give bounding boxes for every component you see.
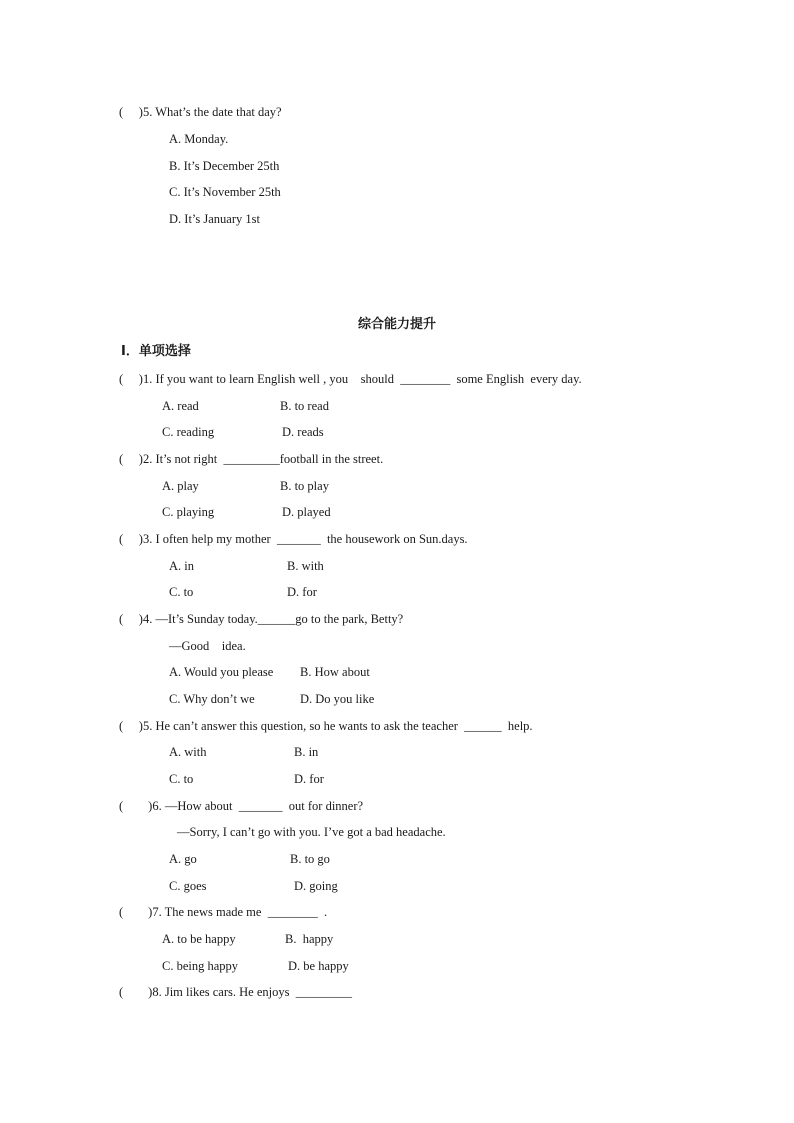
question-5-option-b[interactable]: B. It’s December 25th (169, 159, 280, 173)
mc-question-5-option-c[interactable]: C. to (169, 772, 194, 786)
mc-question-2-option-c[interactable]: C. playing (162, 505, 215, 519)
mc-question-1-option-c[interactable]: C. reading (162, 425, 215, 439)
question-5-stem: ( )5. What’s the date that day? (119, 105, 282, 119)
mc-question-7-stem: ( )7. The news made me ________ . (119, 905, 328, 919)
section-title: 综合能力提升 (357, 317, 436, 332)
mc-question-8-stem: ( )8. Jim likes cars. He enjoys _________ (119, 985, 352, 999)
mc-question-5-option-d[interactable]: D. for (294, 772, 324, 786)
mc-question-3-stem: ( )3. I often help my mother _______ the housework on Sun.days. (119, 532, 468, 546)
mc-question-6-stem: ( )6. —How about _______ out for dinner? (119, 799, 364, 813)
section-heading: I．单项选择 (121, 344, 191, 359)
mc-question-3-option-c[interactable]: C. to (169, 585, 194, 599)
mc-question-2-option-a[interactable]: A. play (162, 479, 199, 493)
mc-question-6-option-a[interactable]: A. go (169, 852, 197, 866)
mc-question-1-option-b[interactable]: B. to read (280, 399, 329, 413)
mc-question-3-option-a[interactable]: A. in (169, 559, 194, 573)
question-5-option-c[interactable]: C. It’s November 25th (169, 185, 281, 199)
mc-question-6-reply: —Sorry, I can’t go with you. I’ve got a bad headache. (177, 825, 446, 839)
mc-question-6-option-b[interactable]: B. to go (290, 852, 330, 866)
mc-question-3-option-b[interactable]: B. with (287, 559, 324, 573)
mc-question-5-option-a[interactable]: A. with (169, 745, 207, 759)
mc-question-4-option-b[interactable]: B. How about (300, 665, 370, 679)
mc-question-7-option-d[interactable]: D. be happy (288, 959, 349, 973)
mc-question-5-option-b[interactable]: B. in (294, 745, 319, 759)
mc-question-1-option-a[interactable]: A. read (162, 399, 199, 413)
mc-question-4-stem: ( )4. —It’s Sunday today.______go to the park, Betty? (119, 612, 404, 626)
mc-question-2-stem: ( )2. It’s not right _________football in the street. (119, 452, 384, 466)
mc-question-7-option-c[interactable]: C. being happy (162, 959, 239, 973)
mc-question-2-option-b[interactable]: B. to play (280, 479, 329, 493)
question-5-option-a[interactable]: A. Monday. (169, 132, 229, 146)
mc-question-6-option-c[interactable]: C. goes (169, 879, 207, 893)
mc-question-3-option-d[interactable]: D. for (287, 585, 317, 599)
mc-question-6-option-d[interactable]: D. going (294, 879, 338, 893)
mc-question-1-option-d[interactable]: D. reads (282, 425, 324, 439)
question-5-option-d[interactable]: D. It’s January 1st (169, 212, 260, 226)
mc-question-1-stem: ( )1. If you want to learn English well , you should ________ some English every day. (119, 372, 582, 386)
mc-question-4-option-c[interactable]: C. Why don’t we (169, 692, 255, 706)
mc-question-4-option-a[interactable]: A. Would you please (169, 665, 274, 679)
mc-question-5-stem: ( )5. He can’t answer this question, so he wants to ask the teacher ______ help. (119, 719, 533, 733)
mc-question-7-option-b[interactable]: B. happy (285, 932, 334, 946)
mc-question-2-option-d[interactable]: D. played (282, 505, 331, 519)
mc-question-7-option-a[interactable]: A. to be happy (162, 932, 236, 946)
mc-question-4-reply: —Good idea. (169, 639, 246, 653)
mc-question-4-option-d[interactable]: D. Do you like (300, 692, 375, 706)
